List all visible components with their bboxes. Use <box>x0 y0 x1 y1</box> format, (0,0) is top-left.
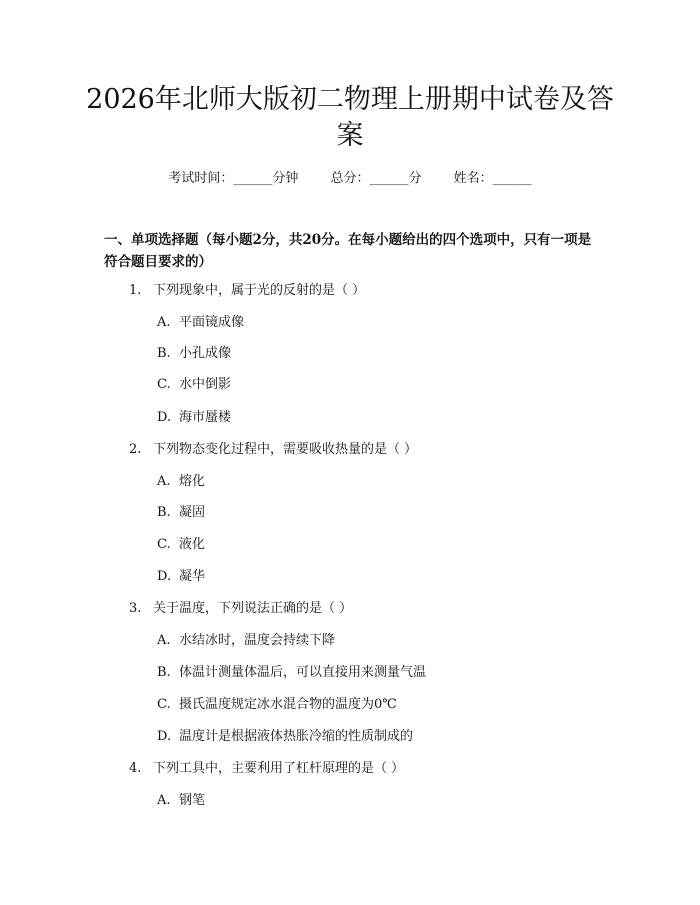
option-letter: D. <box>157 410 172 425</box>
question-number: 4. <box>129 761 142 776</box>
question-text: 下列工具中，主要利用了杠杆原理的是（ ） <box>153 761 405 776</box>
option-text: 凝固 <box>179 505 206 520</box>
option-letter: A. <box>157 633 171 648</box>
question-2 <box>104 441 417 459</box>
q1-option-d <box>157 409 231 427</box>
option-text: 液化 <box>179 537 206 552</box>
q2-option-d <box>157 568 205 586</box>
option-letter: A. <box>157 315 171 330</box>
option-text: 熔化 <box>179 474 206 489</box>
option-text: 钢笔 <box>179 793 206 808</box>
total-score-field: 总分：______分 <box>330 171 422 186</box>
q3-option-c <box>157 696 397 714</box>
q4-option-a <box>157 792 205 810</box>
option-text: 水结冰时，温度会持续下降 <box>179 633 336 648</box>
option-text: 海市蜃楼 <box>179 410 232 425</box>
exam-time-field: 考试时间：______分钟 <box>168 171 299 186</box>
exam-title <box>60 82 640 154</box>
option-letter: A. <box>157 793 171 808</box>
question-4 <box>104 760 404 778</box>
option-letter: B. <box>157 505 171 520</box>
option-letter: C. <box>157 697 171 712</box>
option-text: 平面镜成像 <box>179 315 245 330</box>
q2-option-b <box>157 504 205 522</box>
option-text: 体温计测量体温后，可以直接用来测量气温 <box>179 665 427 680</box>
q3-option-d <box>157 728 413 746</box>
question-3 <box>104 600 352 618</box>
title-line-2: 案 <box>336 120 364 151</box>
student-name-field: 姓名：______ <box>453 171 532 186</box>
option-letter: C. <box>157 377 171 392</box>
title-line-1: 2026年北师大版初二物理上册期中试卷及答 <box>86 84 614 115</box>
q1-option-c <box>157 376 231 394</box>
q2-option-a <box>157 473 205 491</box>
option-letter: A. <box>157 474 171 489</box>
option-letter: B. <box>157 665 171 680</box>
option-letter: B. <box>157 346 171 361</box>
section-heading: 一、单项选择题（每小题2分，共20分。在每小题给出的四个选项中，只有一项是符合题目要求的） <box>104 232 592 270</box>
question-text: 关于温度，下列说法正确的是（ ） <box>153 601 353 616</box>
option-text: 温度计是根据液体热胀冷缩的性质制成的 <box>179 729 414 744</box>
q3-option-a <box>157 632 335 650</box>
question-number: 2. <box>129 442 142 457</box>
exam-meta <box>0 170 700 188</box>
q3-option-b <box>157 664 426 682</box>
option-text: 水中倒影 <box>179 377 232 392</box>
question-text: 下列物态变化过程中，需要吸收热量的是（ ） <box>153 442 418 457</box>
question-number: 1. <box>129 283 142 298</box>
option-letter: D. <box>157 729 172 744</box>
question-number: 3. <box>129 601 142 616</box>
option-text: 小孔成像 <box>179 346 232 361</box>
q2-option-c <box>157 536 205 554</box>
q1-option-b <box>157 345 231 363</box>
option-text: 凝华 <box>179 569 206 584</box>
question-text: 下列现象中，属于光的反射的是（ ） <box>153 283 366 298</box>
q1-option-a <box>157 314 244 332</box>
question-1 <box>104 282 365 300</box>
option-letter: D. <box>157 569 172 584</box>
option-letter: C. <box>157 537 171 552</box>
option-text: 摄氏温度规定冰水混合物的温度为0℃ <box>179 697 397 712</box>
